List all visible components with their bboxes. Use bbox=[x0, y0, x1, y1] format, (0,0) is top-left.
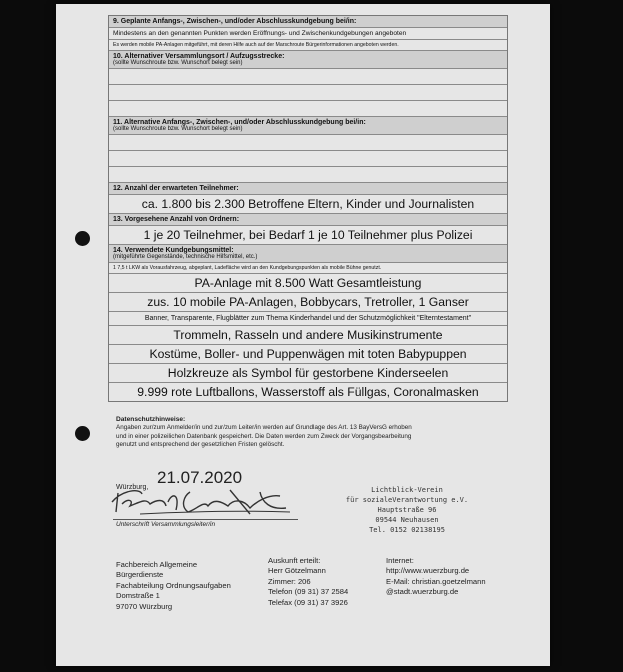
stamp-line-5: Tel. 0152 02138195 bbox=[369, 526, 445, 534]
section-14-holzkreuze: Holzkreuze als Symbol für gestorbene Kinderseelen bbox=[109, 364, 507, 383]
signature-place: Würzburg, bbox=[116, 484, 149, 491]
section-9-title: 9. Geplante Anfangs-, Zwischen-, und/oder Abschlusskundgebung bei/in: bbox=[109, 16, 507, 28]
section-10-blank-line bbox=[109, 85, 507, 101]
privacy-notice bbox=[116, 416, 516, 450]
section-14-luftballons: 9.999 rote Luftballons, Wasserstoff als Füllgas, Coronalmasken bbox=[137, 385, 479, 399]
section-14-kostueme: Kostüme, Boller- und Puppenwägen mit toten Babypuppen bbox=[109, 345, 507, 364]
privacy-title: Datenschutzhinweise: bbox=[116, 416, 186, 423]
handwritten-signature bbox=[110, 484, 300, 520]
section-10-blank-line bbox=[109, 101, 507, 117]
section-11-note: (sollte Wunschroute bzw. Wunschort belegt sein) bbox=[113, 126, 243, 132]
footer-text: Telefax (09 31) 37 3926 bbox=[268, 597, 348, 607]
privacy-line-3: genutzt und entsprechend der gesetzlichen Fristen gelöscht. bbox=[116, 441, 285, 449]
section-12-title: 12. Anzahl der erwarteten Teilnehmer: bbox=[109, 183, 507, 195]
section-14-title: 14. Verwendete Kundgebungsmittel: bbox=[113, 247, 234, 254]
section-11-blank-line bbox=[109, 167, 507, 183]
section-10-header bbox=[109, 51, 507, 69]
footer-text: 97070 Würzburg bbox=[116, 601, 173, 611]
signature-line bbox=[113, 519, 298, 520]
footer-text: Domstraße 1 bbox=[116, 591, 160, 601]
footer-text: Telefon (09 31) 37 2584 bbox=[268, 587, 349, 597]
section-9-line-2: Es werden mobile PA-Anlagen mitgeführt, mit deren Hilfe auch auf der Marschroute Bürgerinformationen angeboten werden. bbox=[109, 40, 507, 51]
footer-internet bbox=[386, 556, 486, 598]
section-13-value: 1 je 20 Teilnehmer, bei Bedarf 1 je 10 Teilnehmer plus Polizei bbox=[109, 226, 507, 245]
footer-department bbox=[116, 560, 231, 612]
footer-link: http://www.wuerzburg.de bbox=[386, 566, 470, 576]
punch-hole bbox=[75, 231, 90, 246]
signature-date: 21.07.2020 bbox=[157, 468, 243, 487]
footer-text: Fachbereich Allgemeine bbox=[116, 560, 198, 569]
section-10-title: 10. Alternativer Versammlungsort / Aufzugsstrecke: bbox=[113, 53, 285, 60]
section-12-value: ca. 1.800 bis 2.300 Betroffene Eltern, Kinder und Journalisten bbox=[109, 195, 507, 214]
stamp-line-3: Hauptstraße 96 bbox=[377, 506, 437, 514]
punch-hole bbox=[75, 426, 90, 441]
section-11-header bbox=[109, 117, 507, 135]
footer-text: Fachabteilung Ordnungsaufgaben bbox=[116, 580, 231, 590]
stamp-line-2: für sozialeVerantwortung e.V. bbox=[345, 496, 469, 504]
section-13-title: 13. Vorgesehene Anzahl von Ordnern: bbox=[109, 214, 507, 226]
footer-text: @stadt.wuerzburg.de bbox=[386, 587, 459, 597]
privacy-line-1: Angaben zur/zum Anmelder/in und zur/zum Leiter/in werden auf Grundlage des Art. 13 BayVersG erhoben bbox=[116, 424, 412, 432]
section-14-pa: PA-Anlage mit 8.500 Watt Gesamtleistung bbox=[109, 274, 507, 293]
footer-contact bbox=[268, 556, 348, 608]
section-14-mobile: zus. 10 mobile PA-Anlagen, Bobbycars, Tretroller, 1 Ganser bbox=[109, 293, 507, 312]
section-14-trommeln: Trommeln, Rasseln und andere Musikinstrumente bbox=[109, 326, 507, 345]
signature-label: Unterschrift Versammlungsleiter/in bbox=[116, 521, 216, 528]
section-10-note: (sollte Wunschroute bzw. Wunschort belegt sein) bbox=[113, 60, 243, 66]
section-14-note: (mitgeführte Gegenstände, technische Hilfsmittel, etc.) bbox=[113, 254, 258, 260]
footer-text: E-Mail: christian.goetzelmann bbox=[386, 576, 486, 586]
section-9-line-1: Mindestens an den genannten Punkten werden Eröffnungs- und Zwischenkundgebungen angeboten bbox=[109, 28, 507, 40]
privacy-line-2: und in einer polizeilichen Datenbank gespeichert. Die Daten werden zum Zweck der Vorgangsbearbeitung bbox=[116, 432, 412, 440]
form-table bbox=[108, 15, 508, 402]
footer-text: Herr Götzelmann bbox=[268, 566, 326, 576]
section-14-header bbox=[109, 245, 507, 263]
stamp-line-1: Lichtblick-Verein bbox=[371, 486, 443, 494]
footer-text: Internet: bbox=[386, 556, 414, 565]
section-11-title: 11. Alternative Anfangs-, Zwischen-, und/oder Abschlusskundgebung bei/in: bbox=[113, 119, 366, 126]
stamp-line-4: 09544 Neuhausen bbox=[375, 516, 439, 524]
section-11-blank-line bbox=[109, 151, 507, 167]
section-10-blank-line bbox=[109, 69, 507, 85]
footer-text: Auskunft erteilt: bbox=[268, 556, 321, 565]
footer-text: Zimmer: 206 bbox=[268, 576, 311, 586]
section-14-banner: Banner, Transparente, Flugblätter zum Thema Kinderhandel und der Schutzmöglichkeit "Elterntestament" bbox=[109, 312, 507, 326]
organization-stamp bbox=[330, 485, 484, 535]
footer-text: Bürgerdienste bbox=[116, 570, 164, 580]
section-14-lkw: 1 7,5 t LKW als Vorausfahrzeug, abgeplant, Ladefläche wird an den Kundgebungspunkten als mobile Bühne genutzt. bbox=[109, 263, 507, 274]
section-11-blank-line bbox=[109, 135, 507, 151]
